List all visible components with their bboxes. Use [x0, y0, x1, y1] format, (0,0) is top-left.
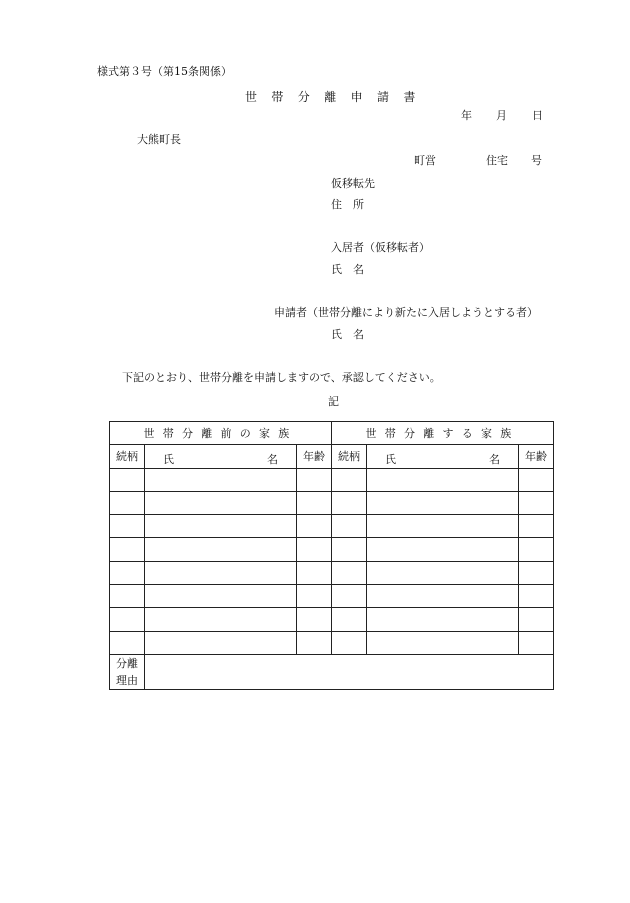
after-family-header: 世帯分離する家族	[332, 422, 554, 445]
after-name-cell[interactable]	[367, 631, 519, 654]
before-name-header	[145, 445, 297, 468]
before-relation-cell[interactable]	[110, 538, 145, 561]
name-last-label: 名	[267, 453, 278, 467]
before-age-cell[interactable]	[297, 538, 332, 561]
after-age-cell[interactable]	[519, 538, 554, 561]
form-number: 様式第３号（第15条関係）	[97, 65, 232, 78]
after-relation-cell[interactable]	[332, 561, 367, 584]
statement: 下記のとおり、世帯分離を申請しますので、承認してください。	[122, 371, 441, 384]
before-name-cell[interactable]	[145, 468, 297, 491]
table-row	[110, 468, 554, 491]
before-relation-cell[interactable]	[110, 468, 145, 491]
after-age-header: 年齢	[519, 445, 554, 468]
reason-label-line2: 理由	[116, 674, 138, 688]
before-age-cell[interactable]	[297, 608, 332, 631]
table-row	[110, 608, 554, 631]
after-relation-cell[interactable]	[332, 515, 367, 538]
after-relation-cell[interactable]	[332, 585, 367, 608]
reason-label-line1: 分離	[116, 656, 138, 670]
column-header-row	[110, 445, 554, 468]
before-age-cell[interactable]	[297, 585, 332, 608]
after-age-cell[interactable]	[519, 491, 554, 514]
before-family-header: 世帯分離前の家族	[110, 422, 332, 445]
housing-dwelling: 住宅	[486, 154, 508, 167]
before-relation-cell[interactable]	[110, 585, 145, 608]
after-name-cell[interactable]	[367, 468, 519, 491]
after-relation-header: 続柄	[332, 445, 367, 468]
after-relation-cell[interactable]	[332, 538, 367, 561]
after-name-cell[interactable]	[367, 538, 519, 561]
housing-town: 町営	[414, 154, 436, 167]
before-age-header: 年齢	[297, 445, 332, 468]
before-age-cell[interactable]	[297, 468, 332, 491]
after-age-cell[interactable]	[519, 631, 554, 654]
address-label: 住 所	[331, 198, 364, 211]
before-name-cell[interactable]	[145, 491, 297, 514]
applicant-label: 申請者（世帯分離により新たに入居しようとする者）	[274, 306, 538, 319]
ki-label: 記	[328, 395, 339, 408]
date-year: 年	[461, 109, 472, 122]
before-age-cell[interactable]	[297, 631, 332, 654]
before-name-cell[interactable]	[145, 561, 297, 584]
after-name-cell[interactable]	[367, 561, 519, 584]
group-header-row	[110, 422, 554, 445]
after-age-cell[interactable]	[519, 515, 554, 538]
resident-label: 入居者（仮移転者）	[331, 241, 430, 254]
reason-row	[110, 654, 554, 689]
recipient: 大熊町長	[137, 133, 181, 146]
after-age-cell[interactable]	[519, 585, 554, 608]
before-relation-cell[interactable]	[110, 515, 145, 538]
table-row	[110, 491, 554, 514]
before-name-cell[interactable]	[145, 538, 297, 561]
after-age-cell[interactable]	[519, 561, 554, 584]
after-relation-cell[interactable]	[332, 468, 367, 491]
before-age-cell[interactable]	[297, 561, 332, 584]
document-title: 世帯分離申請書	[245, 90, 430, 104]
temp-destination-label: 仮移転先	[331, 177, 375, 190]
date-day: 日	[532, 109, 543, 122]
before-name-cell[interactable]	[145, 631, 297, 654]
table-row	[110, 585, 554, 608]
before-name-cell[interactable]	[145, 585, 297, 608]
table-row	[110, 631, 554, 654]
before-age-cell[interactable]	[297, 491, 332, 514]
table-row	[110, 515, 554, 538]
after-relation-cell[interactable]	[332, 491, 367, 514]
date-month: 月	[496, 109, 507, 122]
reason-field[interactable]	[145, 654, 554, 689]
name-first-label: 氏	[385, 453, 397, 467]
reason-label	[110, 654, 145, 689]
after-age-cell[interactable]	[519, 468, 554, 491]
before-age-cell[interactable]	[297, 515, 332, 538]
name-first-label: 氏	[163, 453, 174, 467]
before-relation-cell[interactable]	[110, 491, 145, 514]
resident-name-label: 氏 名	[331, 263, 364, 276]
before-relation-cell[interactable]	[110, 561, 145, 584]
after-relation-cell[interactable]	[332, 631, 367, 654]
before-name-cell[interactable]	[145, 608, 297, 631]
after-name-cell[interactable]	[367, 491, 519, 514]
after-name-cell[interactable]	[367, 515, 519, 538]
table-row	[110, 561, 554, 584]
after-relation-cell[interactable]	[332, 608, 367, 631]
applicant-name-label: 氏 名	[331, 328, 364, 341]
before-relation-cell[interactable]	[110, 631, 145, 654]
before-relation-cell[interactable]	[110, 608, 145, 631]
before-relation-header: 続柄	[110, 445, 145, 468]
after-name-cell[interactable]	[367, 608, 519, 631]
housing-number: 号	[531, 154, 542, 167]
before-name-cell[interactable]	[145, 515, 297, 538]
family-table	[109, 421, 554, 690]
after-name-cell[interactable]	[367, 585, 519, 608]
table-row	[110, 538, 554, 561]
after-name-header	[367, 445, 519, 468]
name-last-label: 名	[489, 453, 501, 467]
after-age-cell[interactable]	[519, 608, 554, 631]
